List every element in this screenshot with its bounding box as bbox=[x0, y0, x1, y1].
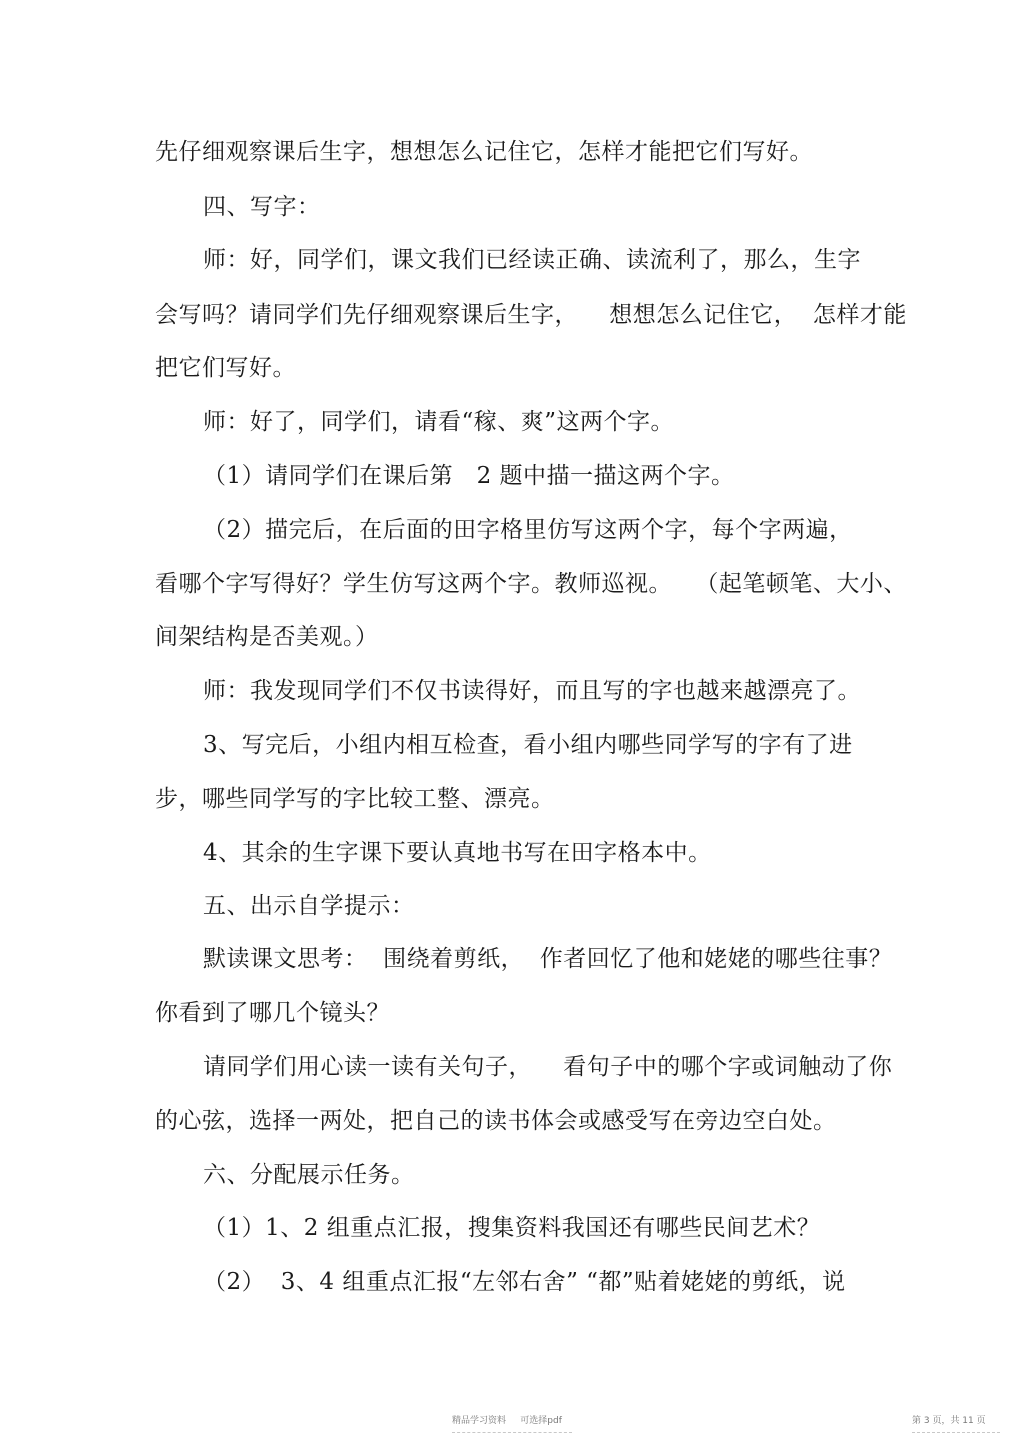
text-line: 间架结构是否美观。） bbox=[155, 624, 379, 650]
text-line: 会写吗？请同学们先仔细观察课后生字， 想想怎么记住它， 怎样才能 bbox=[155, 302, 907, 328]
text-line: （1）1、2 组重点汇报，搜集资料我国还有哪些民间艺术？ bbox=[203, 1215, 821, 1241]
text-line: （2）描完后，在后面的田字格里仿写这两个字，每个字两遍， bbox=[203, 517, 853, 543]
text-line: 的心弦，选择一两处，把自己的读书体会或感受写在旁边空白处。 bbox=[155, 1108, 837, 1134]
footer-page-number: 第 3 页，共 11 页 bbox=[912, 1416, 986, 1426]
text-line: 你看到了哪几个镜头？ bbox=[155, 1000, 390, 1026]
text-line: 看哪个字写得好？学生仿写这两个字。教师巡视。 （起笔顿笔、大小、 bbox=[155, 571, 907, 597]
text-line: 4、其余的生字课下要认真地书写在田字格本中。 bbox=[203, 840, 712, 866]
footer-left-divider bbox=[452, 1432, 572, 1433]
text-line: 师：好了，同学们，请看“稼、爽”这两个字。 bbox=[203, 409, 675, 435]
section-heading: 五、出示自学提示： bbox=[203, 893, 415, 919]
section-heading: 四、写字： bbox=[203, 194, 321, 220]
text-line: 3、写完后，小组内相互检查，看小组内哪些同学写的字有了进 bbox=[203, 732, 853, 758]
text-line: 先仔细观察课后生字，想想怎么记住它，怎样才能把它们写好。 bbox=[155, 139, 813, 165]
text-line: 默读课文思考： 围绕着剪纸， 作者回忆了他和姥姥的哪些往事？ bbox=[203, 946, 893, 972]
text-line: 步，哪些同学写的字比较工整、漂亮。 bbox=[155, 786, 555, 812]
text-line: 把它们写好。 bbox=[155, 355, 296, 381]
footer-left-text: 精品学习资料 可选择pdf bbox=[452, 1416, 562, 1426]
text-line: （2） 3、4 组重点汇报“左邻右舍” “都”贴着姥姥的剪纸，说 bbox=[203, 1269, 846, 1295]
text-line: 请同学们用心读一读有关句子， 看句子中的哪个字或词触动了你 bbox=[203, 1054, 893, 1080]
footer-right-divider bbox=[912, 1432, 1000, 1433]
section-heading: 六、分配展示任务。 bbox=[203, 1162, 415, 1188]
text-line: 师：我发现同学们不仅书读得好，而且写的字也越来越漂亮了。 bbox=[203, 678, 861, 704]
text-line: 师：好，同学们，课文我们已经读正确、读流利了，那么，生字 bbox=[203, 247, 861, 273]
text-line: （1）请同学们在课后第 2 题中描一描这两个字。 bbox=[203, 463, 735, 489]
